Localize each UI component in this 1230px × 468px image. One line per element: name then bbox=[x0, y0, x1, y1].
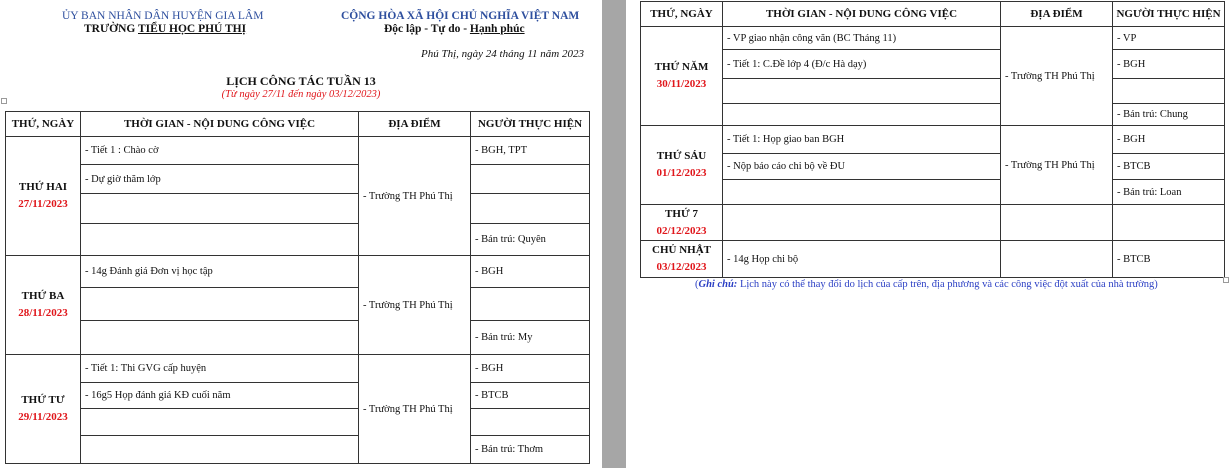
location-cell: - Trường TH Phú Thị bbox=[359, 137, 471, 256]
person-cell: - Bán trú: Chung bbox=[1113, 104, 1225, 126]
person-cell: - BGH bbox=[1113, 50, 1225, 79]
day-cell-tuesday bbox=[6, 256, 81, 355]
task-cell: - Dự giờ thăm lớp bbox=[81, 165, 359, 194]
motto-plain: Độc lập - Tự do - bbox=[384, 23, 470, 35]
table-anchor-marker bbox=[1, 98, 7, 104]
col-header-person: NGƯỜI THỰC HIỆN bbox=[471, 112, 590, 137]
table-row bbox=[6, 436, 590, 464]
col-header-task: THỜI GIAN - NỘI DUNG CÔNG VIỆC bbox=[723, 2, 1001, 27]
person-cell: - BGH bbox=[471, 256, 590, 288]
table-header-row bbox=[641, 2, 1225, 27]
col-header-location: ĐỊA ĐIỂM bbox=[1001, 2, 1113, 27]
location-cell: - Trường TH Phú Thị bbox=[359, 256, 471, 355]
day-cell-saturday bbox=[641, 205, 723, 241]
task-cell: - 14g Đánh giá Đơn vị học tập bbox=[81, 256, 359, 288]
day-date: 29/11/2023 bbox=[18, 411, 68, 423]
republic-heading: CỘNG HÒA XÃ HỘI CHỦ NGHĨA VIỆT NAM bbox=[341, 10, 580, 22]
table-row bbox=[6, 383, 590, 409]
person-cell: - BGH, TPT bbox=[471, 137, 590, 165]
table-end-marker bbox=[1223, 277, 1229, 283]
task-cell: - Tiết 1: C.Đề lớp 4 (Đ/c Hà dạy) bbox=[723, 50, 1001, 79]
table-row bbox=[6, 256, 590, 288]
day-name: THỨ BA bbox=[21, 290, 65, 302]
task-cell: - Tiết 1 : Chào cờ bbox=[81, 137, 359, 165]
footnote bbox=[695, 279, 1158, 290]
day-name: THỨ NĂM bbox=[654, 61, 709, 73]
person-cell: - VP bbox=[1113, 27, 1225, 50]
person-cell: - Bán trú: Thơm bbox=[471, 436, 590, 464]
table-header-row bbox=[6, 112, 590, 137]
day-name: CHỦ NHẬT bbox=[652, 244, 711, 256]
task-cell bbox=[81, 288, 359, 321]
person-cell: - BGH bbox=[1113, 126, 1225, 154]
table-row bbox=[6, 194, 590, 224]
task-cell: - Tiết 1: Thi GVG cấp huyện bbox=[81, 355, 359, 383]
motto-underlined: Hạnh phúc bbox=[469, 23, 525, 35]
person-cell bbox=[471, 288, 590, 321]
table-row bbox=[6, 355, 590, 383]
day-name: THỨ SÁU bbox=[656, 150, 707, 162]
task-cell bbox=[81, 436, 359, 464]
task-cell: - VP giao nhận công văn (BC Tháng 11) bbox=[723, 27, 1001, 50]
day-date: 28/11/2023 bbox=[18, 307, 68, 319]
table-row bbox=[641, 104, 1225, 126]
task-cell bbox=[723, 205, 1001, 241]
day-date: 01/12/2023 bbox=[656, 167, 707, 179]
table-row bbox=[641, 241, 1225, 278]
school-prefix: TRƯỜNG bbox=[84, 23, 138, 35]
col-header-day: THỨ, NGÀY bbox=[641, 2, 723, 27]
date-line: Phú Thị, ngày 24 tháng 11 năm 2023 bbox=[421, 48, 584, 60]
person-cell bbox=[471, 165, 590, 194]
schedule-table-left bbox=[5, 111, 590, 464]
task-cell bbox=[723, 104, 1001, 126]
col-header-task: THỜI GIAN - NỘI DUNG CÔNG VIỆC bbox=[81, 112, 359, 137]
day-cell-sunday bbox=[641, 241, 723, 278]
person-cell: - BGH bbox=[471, 355, 590, 383]
footnote-text: Lịch này có thể thay đổi do lịch của cấp trên, địa phương và các công việc đột xuất của nhà trường) bbox=[737, 279, 1158, 290]
table-row bbox=[6, 288, 590, 321]
person-cell: - Bán trú: My bbox=[471, 321, 590, 355]
school-name bbox=[84, 22, 246, 36]
table-row bbox=[6, 165, 590, 194]
col-header-location: ĐỊA ĐIỂM bbox=[359, 112, 471, 137]
person-cell: - BTCB bbox=[1113, 241, 1225, 278]
table-row bbox=[641, 79, 1225, 104]
person-cell: - BTCB bbox=[471, 383, 590, 409]
document-page-left bbox=[0, 0, 602, 468]
col-header-person: NGƯỜI THỰC HIỆN bbox=[1113, 2, 1225, 27]
motto bbox=[384, 22, 525, 36]
day-date: 30/11/2023 bbox=[656, 78, 707, 90]
day-cell-wednesday bbox=[6, 355, 81, 464]
day-name: THỨ TƯ bbox=[21, 394, 65, 406]
task-cell bbox=[81, 194, 359, 224]
task-cell bbox=[723, 180, 1001, 205]
schedule-title: LỊCH CÔNG TÁC TUẦN 13 bbox=[226, 74, 376, 88]
table-row bbox=[6, 321, 590, 355]
location-cell: - Trường TH Phú Thị bbox=[359, 355, 471, 464]
location-cell bbox=[1001, 205, 1113, 241]
task-cell bbox=[81, 321, 359, 355]
day-date: 03/12/2023 bbox=[656, 261, 707, 273]
location-cell: - Trường TH Phú Thị bbox=[1001, 126, 1113, 205]
day-cell-friday bbox=[641, 126, 723, 205]
task-cell: - 16g5 Họp đánh giá KĐ cuối năm bbox=[81, 383, 359, 409]
col-header-day: THỨ, NGÀY bbox=[6, 112, 81, 137]
task-cell bbox=[723, 79, 1001, 104]
document-page-right bbox=[626, 0, 1230, 468]
authority-name: ỦY BAN NHÂN DÂN HUYỆN GIA LÂM bbox=[62, 10, 264, 22]
schedule-subtitle: (Từ ngày 27/11 đến ngày 03/12/2023) bbox=[221, 89, 381, 100]
location-cell: - Trường TH Phú Thị bbox=[1001, 27, 1113, 126]
task-cell bbox=[81, 224, 359, 256]
day-date: 02/12/2023 bbox=[656, 224, 707, 237]
person-cell bbox=[1113, 79, 1225, 104]
task-cell: - Tiết 1: Họp giao ban BGH bbox=[723, 126, 1001, 154]
table-row bbox=[641, 180, 1225, 205]
table-row bbox=[641, 50, 1225, 79]
person-cell bbox=[471, 194, 590, 224]
footnote-label: Ghi chú: bbox=[698, 279, 738, 290]
schedule-table-right bbox=[640, 1, 1225, 278]
day-date: 27/11/2023 bbox=[18, 198, 68, 210]
person-cell bbox=[1113, 205, 1225, 241]
table-row bbox=[641, 27, 1225, 50]
task-cell: - 14g Họp chi bộ bbox=[723, 241, 1001, 278]
person-cell: - BTCB bbox=[1113, 154, 1225, 180]
school-name-underlined: TIỂU HỌC PHÚ THỊ bbox=[138, 23, 247, 35]
person-cell: - Bán trú: Loan bbox=[1113, 180, 1225, 205]
person-cell bbox=[471, 409, 590, 436]
table-row bbox=[6, 137, 590, 165]
table-row bbox=[6, 409, 590, 436]
person-cell: - Bán trú: Quyên bbox=[471, 224, 590, 256]
task-cell bbox=[81, 409, 359, 436]
day-cell-monday bbox=[6, 137, 81, 256]
table-row bbox=[641, 154, 1225, 180]
table-row bbox=[641, 205, 1225, 241]
task-cell: - Nộp báo cáo chi bộ về ĐU bbox=[723, 154, 1001, 180]
table-row bbox=[641, 126, 1225, 154]
location-cell bbox=[1001, 241, 1113, 278]
table-row bbox=[6, 224, 590, 256]
day-name: THỨ HAI bbox=[18, 181, 68, 193]
day-name: THỨ 7 bbox=[665, 207, 698, 220]
footnote-open: ( bbox=[695, 279, 699, 290]
day-cell-thursday bbox=[641, 27, 723, 126]
